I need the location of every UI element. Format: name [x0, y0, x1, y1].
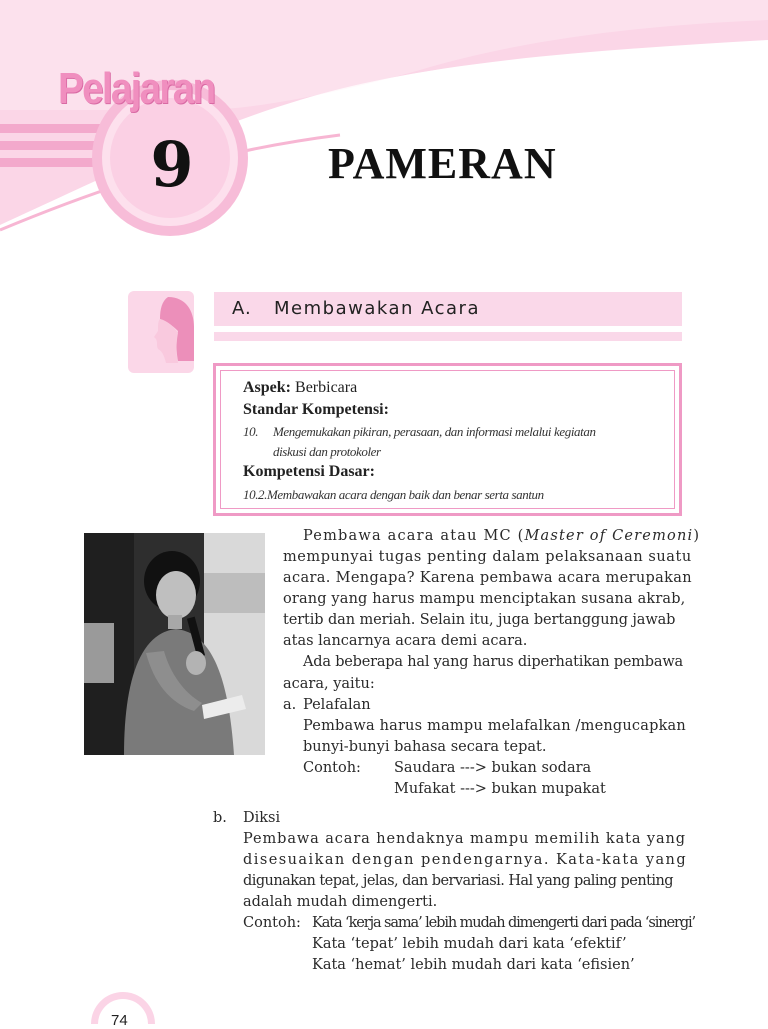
aspect-value: Berbicara [295, 379, 358, 396]
basic-line: 10.2.Membawakan acara dengan baik dan benar serta santun [243, 487, 544, 502]
item-b-line-3: digunakan tepat, jelas, dan bervariasi. Hal yang paling penting [243, 873, 673, 889]
item-a-example-label: Contoh: [303, 760, 361, 776]
paragraph-1-line-5: tertib dan meriah. Selain itu, juga bertanggung jawab [283, 612, 676, 628]
standard-number: 10. [243, 424, 259, 439]
paragraph-2-line-2: acara, yaitu: [283, 676, 375, 692]
item-b-example-2: Kata ‘tepat’ lebih mudah dari kata ‘efektif’ [312, 936, 627, 952]
paragraph-1-line-2: mempunyai tugas penting dalam pelaksanaan suatu [283, 549, 692, 565]
page-number: 74 [111, 1012, 128, 1029]
text-span: ) [693, 528, 701, 544]
paragraph-1-line-6: atas lancarnya acara demi acara. [283, 633, 528, 649]
item-b-title: Diksi [243, 810, 281, 826]
italic-term: Master of Ceremoni [524, 528, 694, 544]
paragraph-1-line-3: acara. Mengapa? Karena pembawa acara merupakan [283, 570, 692, 586]
basic-label: Kompetensi Dasar: [243, 463, 375, 480]
item-a-example-1: Saudara ---> bukan sodara [394, 760, 592, 776]
item-b-line-2: disesuaikan dengan pendengarnya. Kata-kata yang [243, 852, 688, 868]
section-title: Membawakan Acara [274, 298, 480, 319]
paragraph-1-line-4: orang yang harus mampu menciptakan susana akrab, [283, 591, 686, 607]
speaker-face-icon [128, 291, 194, 373]
section-letter: A. [232, 298, 252, 319]
item-b-line-1: Pembawa acara hendaknya mampu memilih kata yang [243, 831, 686, 847]
section-heading-underline [214, 332, 682, 341]
list-marker-b: b. [213, 810, 227, 826]
lesson-number: 9 [150, 128, 194, 201]
item-b-line-4: adalah mudah dimengerti. [243, 894, 438, 910]
item-b-example-1: Kata ‘kerja sama’ lebih mudah dimengerti dari pada ‘sinergi’ [312, 915, 696, 931]
aspect-line [243, 379, 357, 397]
item-a-line-1: Pembawa harus mampu melafalkan /mengucapkan [303, 718, 686, 734]
text-span: Pembawa acara atau MC ( [303, 528, 525, 544]
standard-line-2: diskusi dan protokoler [273, 444, 381, 459]
standard-label: Standar Kompetensi: [243, 401, 389, 418]
standard-line-1: Mengemukakan pikiran, perasaan, dan informasi melalui kegiatan [273, 424, 596, 439]
item-b-example-3: Kata ‘hemat’ lebih mudah dari kata ‘efisien’ [312, 957, 635, 973]
list-marker-a: a. [283, 697, 297, 713]
lesson-label: Pelajaran [58, 64, 215, 113]
chapter-title: PAMERAN [328, 139, 557, 188]
item-a-example-2: Mufakat ---> bukan mupakat [394, 781, 606, 797]
item-b-example-label: Contoh: [243, 915, 301, 931]
item-a-title: Pelafalan [303, 697, 371, 713]
aspect-label: Aspek: [243, 379, 292, 396]
paragraph-1-line-1 [303, 526, 700, 547]
item-a-line-2: bunyi-bunyi bahasa secara tepat. [303, 739, 547, 755]
mc-photo [84, 533, 265, 755]
paragraph-2-line-1: Ada beberapa hal yang harus diperhatikan pembawa [303, 654, 683, 670]
